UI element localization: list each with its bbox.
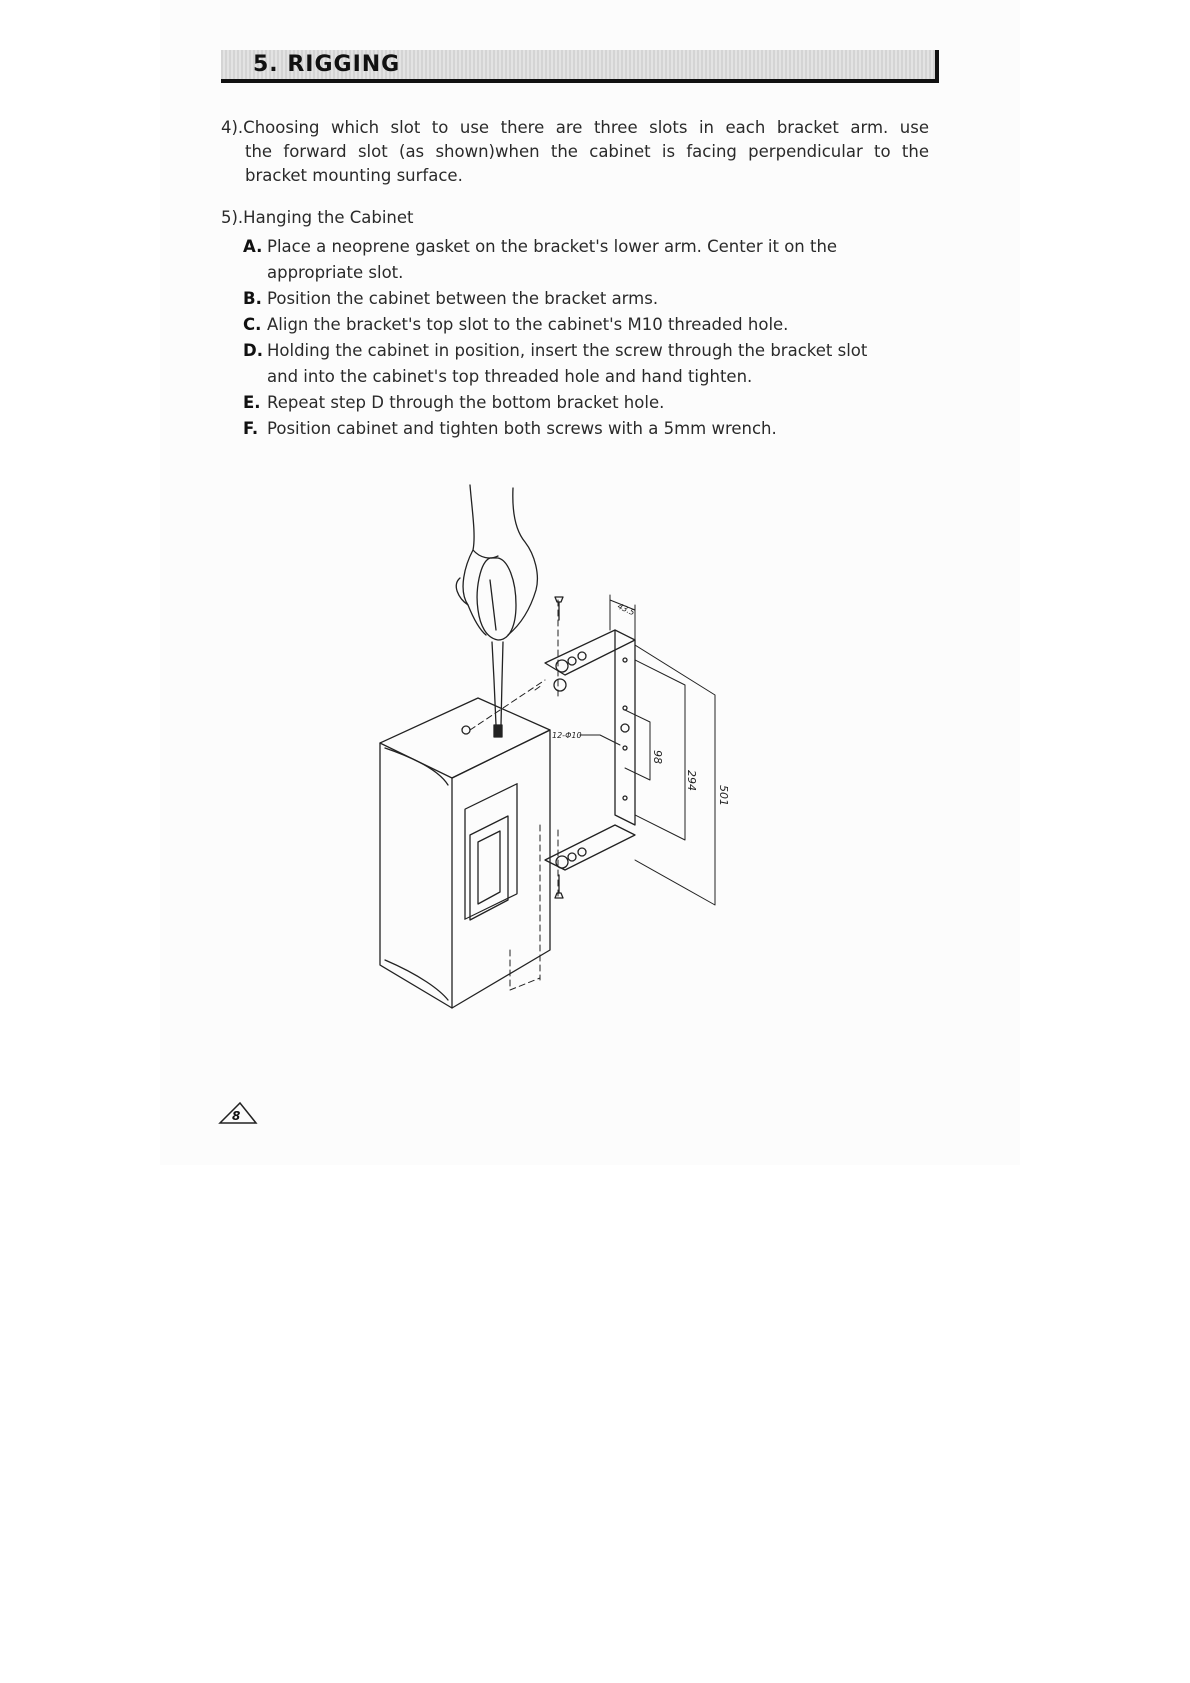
dim-inner-label: 98 [651,750,664,764]
paragraph-hanging-title: 5).Hanging the Cabinet [221,208,414,227]
step-d [243,338,933,390]
step-e [243,390,933,416]
paragraph-line: the forward slot (as shown)when the cabinet is facing perpendicular to the [245,142,929,161]
dimension-lines [580,595,715,905]
dim-top-label: 43.5 [616,601,637,618]
guide-lines [470,600,558,990]
dim-outer-label: 501 [717,785,730,806]
paragraph-line: bracket mounting surface. [245,166,463,185]
step-continuation: appropriate slot. [267,263,404,282]
step-text: Position the cabinet between the bracket arms. [267,289,659,308]
step-label: A. [243,237,263,256]
step-label: B. [243,289,262,308]
rigging-diagram [330,480,810,1080]
hand-illustration [456,485,537,635]
step-continuation: and into the cabinet's top threaded hole and hand tighten. [267,367,753,386]
steps-list [243,234,933,442]
step-label: E. [243,393,261,412]
step-text: Align the bracket's top slot to the cabinet's M10 threaded hole. [267,315,789,334]
step-label: D. [243,341,263,360]
dim-holes-label: 12-Φ10 [552,731,582,740]
page-number: 8 [232,1109,241,1123]
step-text: Place a neoprene gasket on the bracket's lower arm. Center it on the [267,237,838,256]
step-c [243,312,933,338]
paragraph-line: 4).Choosing which slot to use there are three slots in each bracket arm. use [221,118,929,137]
dim-mid-label: 294 [685,770,698,791]
step-text: Repeat step D through the bottom bracket hole. [267,393,665,412]
page-number-badge [218,1097,258,1127]
section-header [221,50,939,83]
step-label: C. [243,315,262,334]
step-b [243,286,933,312]
speaker-cabinet [380,698,550,1008]
step-f [243,416,933,442]
screwdriver-illustration [477,558,516,737]
step-text: Position cabinet and tighten both screws with a 5mm wrench. [267,419,777,438]
step-label: F. [243,419,259,438]
section-title: 5. RIGGING [253,52,401,77]
step-text: Holding the cabinet in position, insert the screw through the bracket slot [267,341,868,360]
paragraph-slot-choice [221,116,929,188]
step-a [243,234,933,286]
